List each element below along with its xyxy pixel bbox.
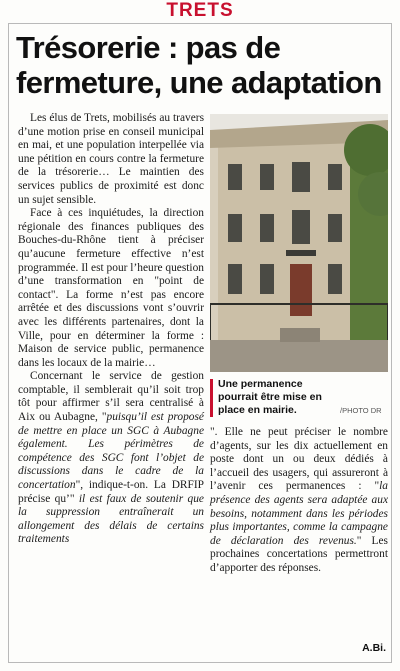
caption-accent-bar [210, 379, 213, 417]
quote-3: la présence des agents sera adaptée aux besoins, notamment dans les périodes plus importantes, comme la campagne de déclaration des revenus. [210, 480, 388, 547]
paragraph-3-end: " Les prochaines concertations permettront d’apporter des réponses. [210, 534, 388, 574]
quote-2: il est faux de soutenir que la suppression entraînerait un allongement des délais de certains traitements [18, 492, 204, 546]
section-label: TRETS [166, 0, 234, 21]
building-illustration [210, 114, 388, 372]
author-signature: A.Bi. [362, 642, 386, 654]
paragraph-3-mid: ", indique-t-on. La DRFIP précise qu’" [18, 479, 204, 505]
building-photo [210, 114, 388, 372]
headline-line-1: Trésorerie : pas de [16, 30, 281, 65]
photo-caption: Une permanence pourrait être mise en place en mairie. [218, 378, 322, 416]
photo-credit: /PHOTO DR [340, 406, 382, 415]
paragraph-3-lead: Concernant le service de gestion comptable, il semblerait qu’il soit trop tôt pour affirmer s’il sera centralisé à Aix ou Aubagne, " [18, 370, 204, 424]
headline [16, 30, 386, 100]
paragraph-2: Face à ces inquiétudes, la direction régionale des finances publiques des Bouches-du-Rhône tient à préciser qu’aucune fermeture effective n’est programmée. Il est pour l’heure question d’une transformation en "point de contact". La forme n’est pas encore arrêtée et des discussions vont s’ouvrir avec les différents partenaires, dont la Ville, pour en déterminer la forme : Maison de service public, permanence dans les locaux de la mairie… [18, 207, 204, 369]
quote-1: puisqu’il est proposé de mettre en place un SGC à Aubagne également. Les périmètres de compétence des SGC font l’objet de discussions dans le cadre de la concertation [18, 411, 204, 492]
paragraph-3-continued [210, 426, 388, 576]
article-column-left [18, 112, 204, 547]
paragraph-1: Les élus de Trets, mobilisés au travers d’une motion prise en conseil municipal en mai, et une population interpellée via une pétition en cours contre la fermeture de la trésorerie… Le maintien des services publics de proximité est donc un sujet sensible. [18, 112, 204, 206]
paragraph-3 [18, 370, 204, 547]
paragraph-3-tail: ". Elle ne peut préciser le nombre d’agents, sur les dix actuellement en poste dont un ou deux dédiés à l’accueil des usagers, qui assureront à l’avenir ces permanences : " [210, 426, 388, 493]
article-column-right [210, 426, 388, 576]
headline-line-2: fermeture, une adaptation [16, 65, 382, 100]
section-header [0, 0, 400, 22]
